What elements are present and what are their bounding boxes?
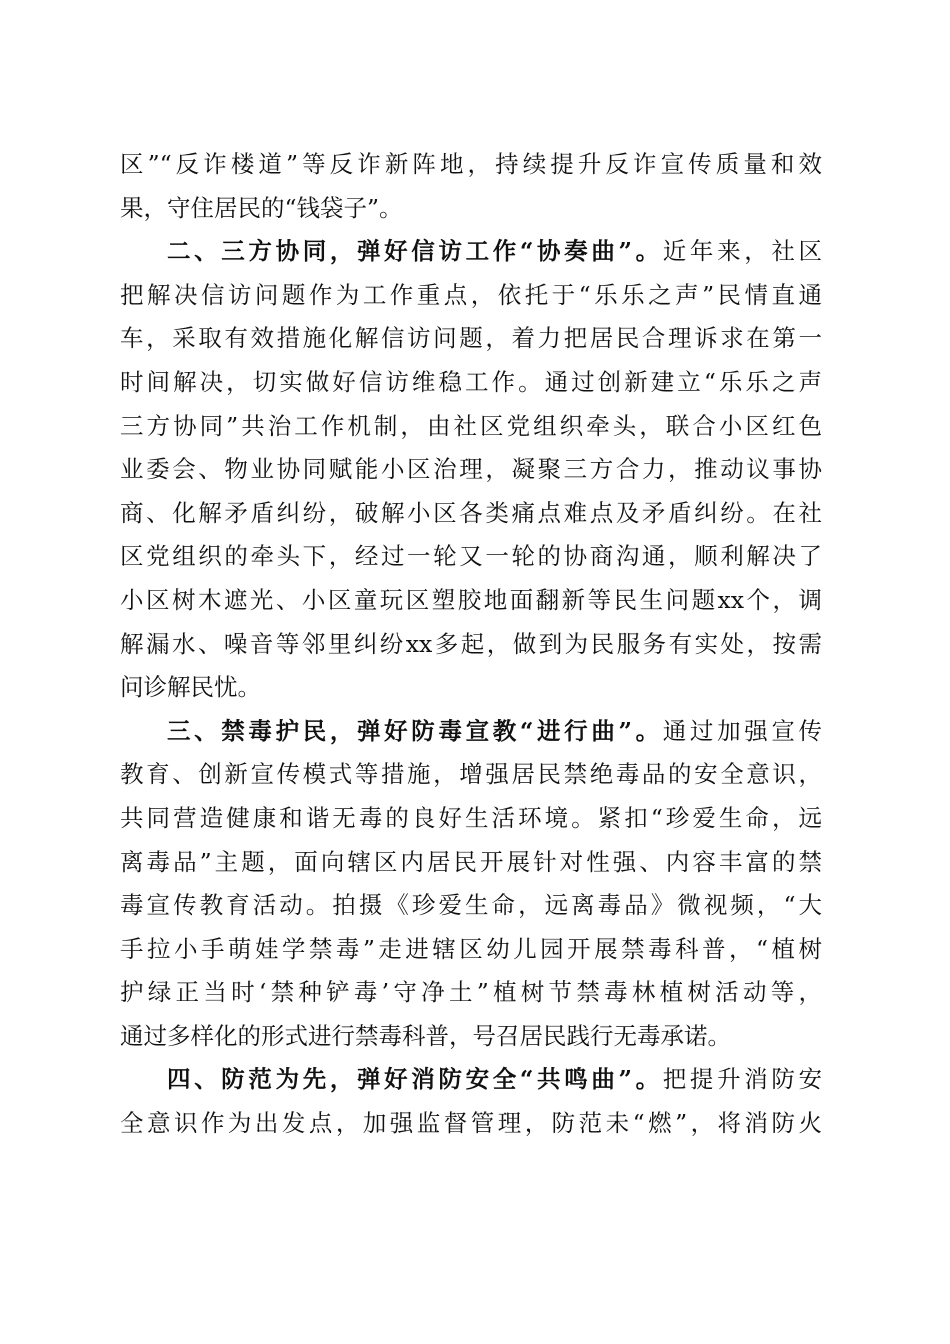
p2-line: 车，采取有效措施化解信访问题，着力把居民合理诉求在第一 <box>120 324 822 353</box>
p3-heading: 三、禁毒护民，弹好防毒宣教“进行曲”。 <box>167 716 663 745</box>
p2-line: 解漏水、噪音等邻里纠纷xx多起，做到为民服务有实处，按需 <box>120 629 822 658</box>
p3-line: 护绿正当时‘禁种铲毒’守净土”植树节禁毒林植树活动等， <box>120 978 822 1007</box>
p1-line-2: 果，守住居民的“钱袋子”。 <box>120 193 403 222</box>
p4-first-rest: 把提升消防安 <box>662 1065 822 1094</box>
document-page <box>120 143 822 1146</box>
p2-line: 三方协同”共治工作机制，由社区党组织牵头，联合小区红色 <box>120 411 822 440</box>
p2-line-last: 问诊解民忧。 <box>120 673 261 702</box>
p1-line-1: 区”“反诈楼道”等反诈新阵地，持续提升反诈宣传质量和效 <box>120 150 822 178</box>
p3-line: 离毒品”主题，面向辖区内居民开展针对性强、内容丰富的禁 <box>120 847 822 876</box>
p3-first-rest: 通过加强宣传 <box>662 716 822 745</box>
p2-heading: 二、三方协同，弹好信访工作“协奏曲”。 <box>167 237 663 266</box>
p3-line: 共同营造健康和谐无毒的良好生活环境。紧扣“珍爱生命，远 <box>120 803 822 832</box>
p3-line: 毒宣传教育活动。拍摄《珍爱生命，远离毒品》微视频，“大 <box>120 891 822 920</box>
p2-first-rest: 近年来，社区 <box>662 237 822 266</box>
p2-first-line <box>120 230 822 274</box>
p2-line: 商、化解矛盾纠纷，破解小区各类痛点难点及矛盾纠纷。在社 <box>120 498 822 527</box>
p4-line: 全意识作为出发点，加强监督管理，防范未“燃”，将消防火 <box>120 1109 822 1138</box>
p2-line: 把解决信访问题作为工作重点，依托于“乐乐之声”民情直通 <box>120 280 822 309</box>
p3-line: 教育、创新宣传模式等措施，增强居民禁绝毒品的安全意识， <box>120 760 822 789</box>
p3-line-last: 通过多样化的形式进行禁毒科普，号召居民践行无毒承诺。 <box>120 1021 731 1050</box>
p2-line: 业委会、物业协同赋能小区治理，凝聚三方合力，推动议事协 <box>120 455 822 484</box>
p2-line: 小区树木遮光、小区童玩区塑胶地面翻新等民生问题xx个，调 <box>120 585 822 614</box>
p3-line: 手拉小手萌娃学禁毒”走进辖区幼儿园开展禁毒科普，“植树 <box>120 934 822 963</box>
p3-first-line <box>120 710 822 754</box>
p4-heading: 四、防范为先，弹好消防安全“共鸣曲”。 <box>167 1065 663 1094</box>
p4-first-line <box>120 1058 822 1102</box>
p2-line: 时间解决，切实做好信访维稳工作。通过创新建立“乐乐之声 <box>120 367 822 396</box>
p2-line: 区党组织的牵头下，经过一轮又一轮的协商沟通，顺利解决了 <box>120 542 822 571</box>
